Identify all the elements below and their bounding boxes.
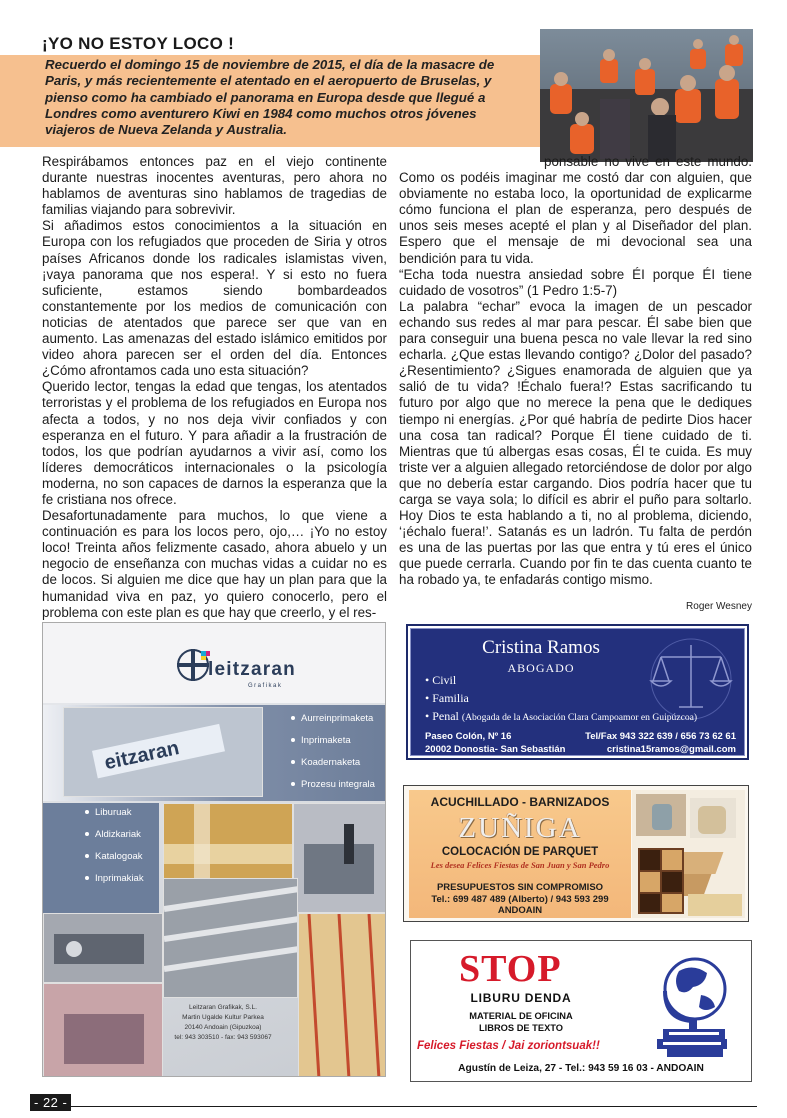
stop-greeting: Felices Fiestas / Jai zoriontsuak!! <box>417 1040 600 1052</box>
service-item: Liburuak <box>85 801 144 823</box>
article-author: Roger Wesney <box>686 601 752 612</box>
zuniga-greeting: Les desea Felices Fiestas de San Juan y San Pedro <box>430 860 610 870</box>
cristina-tel: Tel/Fax 943 322 639 / 656 73 62 61 <box>585 731 736 742</box>
leitzaran-photo-press <box>293 803 386 913</box>
area-item: • Familia <box>425 689 697 707</box>
zuniga-panel <box>409 790 631 918</box>
paragraph: Querido lector, tengas la edad que tengas, los atentados terroristas y el problema de los refugiados en Europa nos afecta a todos, y no nos deja vivir confiados y con esperanza en el futuro. Y para añadir a la frustración de todos, los que podrían ayudarnos a vivir así, como los líderes democráticos internacionales o la psicología moderna, no son capaces de darnos la esperanza que la fe cristiana nos ofrece. <box>42 379 387 507</box>
cristina-email: cristina15ramos@gmail.com <box>606 743 736 755</box>
cristina-ramos-panel <box>410 628 745 756</box>
article-left-column <box>42 154 387 621</box>
leitzaran-services-b <box>85 801 144 889</box>
zuniga-ad <box>403 785 749 922</box>
address-line: Martin Ugalde Kultur Parkea <box>182 1014 264 1021</box>
cristina-areas <box>425 671 697 725</box>
cristina-name: Cristina Ramos <box>482 637 600 658</box>
stop-name: STOP <box>459 948 562 990</box>
service-item: Koadernaketa <box>291 751 375 773</box>
leitzaran-name: leitzaran <box>208 659 296 680</box>
paragraph: “Echa toda nuestra ansiedad sobre ÉI porque ÉI tiene cuidado de vosotros” (1 Pedro 1:5-7) <box>399 266 752 298</box>
address-line: tel: 943 303510 - fax: 943 593067 <box>174 1034 272 1041</box>
stop-ad <box>410 940 752 1082</box>
leitzaran-sub: Grafikak <box>248 683 283 689</box>
service-item: Inprimakiak <box>85 867 144 889</box>
cristina-address: Paseo Colón, Nº 16 20002 Donostia- San Sebastián <box>425 731 566 755</box>
paragraph: ponsable no vive en este mundo. Como os podéis imaginar me costó dar con alguien, que obviamente no estaba loco, la oportunidad de explicarme cómo funciona el plan de esperanza, pero después de unos seis meses acepté el plan y al Diseñador del plan. Espero que el mensaje de mi devocional sea una bendición para tu vida. <box>399 154 752 266</box>
stop-products: MATERIAL DE OFICINA LIBROS DE TEXTO <box>469 1011 573 1033</box>
service-item: Aurreinprimaketa <box>291 707 375 729</box>
globe-books-icon <box>649 951 737 1059</box>
leitzaran-logo-icon <box>175 647 211 683</box>
article-title: ¡YO NO ESTOY LOCO ! <box>42 34 235 53</box>
page-number: - 22 - <box>30 1094 71 1111</box>
cristina-contact <box>576 731 736 756</box>
article-right-column <box>399 154 752 589</box>
service-item: Aldizkariak <box>85 823 144 845</box>
svg-text:eitzaran: eitzaran <box>102 737 182 775</box>
parquet-photo <box>632 790 745 918</box>
leitzaran-photo-rollers <box>163 878 298 998</box>
leitzaran-header <box>43 623 386 703</box>
leitzaran-photo-paper <box>298 913 386 1077</box>
zuniga-sub: COLOCACIÓN DE PARQUET <box>441 846 599 858</box>
stop-address: Agustín de Leiza, 27 - Tel.: 943 59 16 03 - ANDOAIN <box>458 1063 704 1074</box>
footer-rule <box>30 1106 757 1107</box>
leitzaran-photo-worker <box>43 983 163 1077</box>
leitzaran-photo-sign <box>63 707 263 797</box>
zuniga-name: ZUÑIGA <box>458 812 582 844</box>
photo-wrap-space <box>399 154 544 168</box>
leitzaran-ad <box>42 622 386 1077</box>
address-line: 20140 Andoain (Gipuzkoa) <box>184 1024 262 1031</box>
cristina-ramos-ad <box>406 624 749 760</box>
leitzaran-photo-machine <box>43 913 163 983</box>
paragraph: La palabra “echar” evoca la imagen de un pescador echando sus redes al mar para pescar. Él sabe bien que para conseguir una buena pesca no vale llevar la red sino echarla. ¿Que estas llevando contigo? ¿Dolor del pasado? ¿Resentimiento? ¿Sigues enamorada de alguien que ya salió de tu vida? !Échalo fuera!? Estas sacrificando tu futuro por algo que no merece la pena que le dediques tiempo ni energías. ¿Por qué habría de pedirte Dios hacer una cosa tan radical? Porque Él tiene cuidado de ti. Mientras que tú albergas esas cosas, Él te cuida. Es muy triste ver a alguien allegado retorciéndose de dolor por algo que no debería estar cargando. Dios podría hacer que tu carga se vaya sola; lo difícil es abrir el puño para soltarlo. Hoy Dios te esta hablando a ti, no al problema, diciendo, ‘¡échalo fuera!’. Satanás es un ladrón. Tu falta de perdón es una de las puertas por las que entra y tú eres el único que puede cerrarla. Cuando por fin te das cuenta cuanto te ha robado ya, te enfadarás contigo mismo. <box>399 298 752 588</box>
address-line: Leitzaran Grafikak, S.L. <box>189 1004 257 1011</box>
leitzaran-address <box>163 1003 283 1043</box>
penal-note: (Abogada de la Asociación Clara Campoamor en Guipúzcoa) <box>461 712 698 723</box>
paragraph: Respirábamos entonces paz en el viejo continente durante nuestras inocentes aventuras, pero ahora no hablamos de aventuras sino hablamos de tragedias de familias viajando para sobrevivir. <box>42 154 387 218</box>
zuniga-contact: PRESUPUESTOS SIN COMPROMISO Tel.: 699 487 489 (Alberto) / 943 593 299 ANDOAIN <box>431 882 609 916</box>
paragraph: Si añadimos estos conocimientos a la situación en Europa con los refugiados que proceden de Siria y otros países Africanos donde los radicales islamistas viven, ¡vaya panorama que nos espera!. Y si esto no fuera suficiente, estamos siendo bombardeados constantemente por los medios de comunicación con noticias de atentados que parece ser que van en aumento. Las amenazas del estado islámico emitidos por video ahora parecen ser el orden del día. Entonces ¿Cómo afrontamos cada uno esta situación? <box>42 218 387 379</box>
service-item: Inprimaketa <box>291 729 375 751</box>
stop-sub: LIBURU DENDA <box>470 991 572 1005</box>
refugees-photo <box>540 29 753 162</box>
area-item: • Civil <box>425 671 697 689</box>
service-item: Prozesu integrala <box>291 773 375 795</box>
zuniga-services: ACUCHILLADO - BARNIZADOS <box>430 795 610 809</box>
service-item: Katalogoak <box>85 845 144 867</box>
cristina-role: ABOGADO <box>507 661 575 675</box>
paragraph: Desafortunadamente para muchos, lo que viene a continuación es para los locos pero, ojo,… ¡Yo no estoy loco! Treinta años felizmente casado, ahora abuelo y un negocio de enseñanza con muchas vidas a cuidar no es de locos. Si alguien me dice que hay un plan para que la humanidad viva en paz, yo quiero conocerlo, pero el problema con este plan es que hay que creerlo, y el res- <box>42 508 387 620</box>
article-lead: Recuerdo el domingo 15 de noviembre de 2015, el día de la masacre de Paris, y más recientemente el atentado en el aeropuerto de Bruselas, y pienso como ha cambiado el panorama en Europa desde que llegué a Londres como aventurero Kiwi en 1984 como muchos otros jóvenes viajeros de Nueva Zelanda y Australia. <box>45 57 495 138</box>
leitzaran-services-a <box>291 707 375 795</box>
article-lead-box <box>0 55 540 147</box>
area-item: • Penal (Abogada de la Asociación Clara Campoamor en Guipúzcoa) <box>425 707 697 725</box>
